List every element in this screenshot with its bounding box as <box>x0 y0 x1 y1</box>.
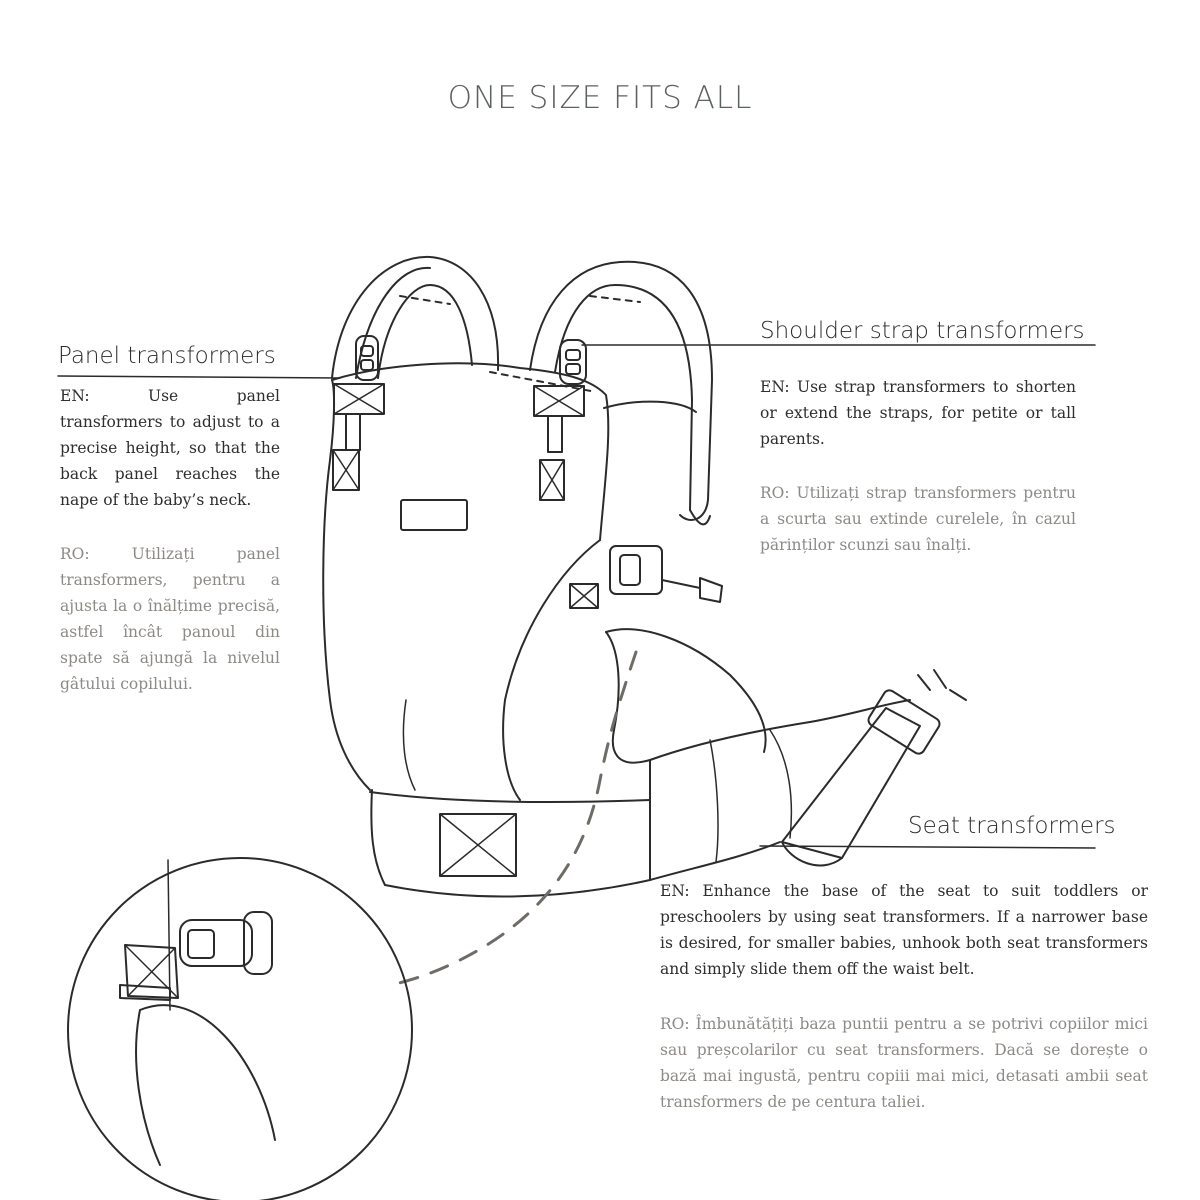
zoom-connector-line <box>392 652 636 985</box>
back-panel <box>323 363 608 800</box>
seat-transformers-ro-text: RO: Îmbunătățiți baza puntii pentru a se potrivi copiilor mici sau preșcolarilor cu seat transformers. Dacă se dorește o bază mai ingustă, pentru copiii mai mici, detasati ambii seat transformers de pe centura taliei. <box>660 1015 1148 1111</box>
panel-transformer-buckles <box>333 336 586 500</box>
panel-transformers-ro-text: RO: Utilizați panel transformers, pentru a ajusta la o înălțime precisă, astfel încât panoul din spate să ajungă la nivelul gâtului copilului. <box>60 545 280 693</box>
waist-belt <box>370 722 810 896</box>
right-shoulder-strap <box>530 262 712 525</box>
shoulder-strap-transformers-title: Shoulder strap transformers <box>760 318 1085 344</box>
seat-fold <box>606 629 910 762</box>
label-patch <box>401 500 467 530</box>
zoom-detail-circle <box>68 858 412 1200</box>
panel-transformers-title: Panel transformers <box>58 343 276 369</box>
chest-buckle <box>570 546 722 608</box>
panel-transformers-en-text: EN: Use panel transformers to adjust to a precise height, so that the back panel reaches the nape of the baby’s neck. <box>60 387 280 509</box>
seat-transformers-en-text: EN: Enhance the base of the seat to suit toddlers or preschoolers by using seat transformers. If a narrower base is desired, for smaller babies, unhook both seat transformers and simply slide them off the waist belt. <box>660 882 1148 978</box>
page-title: ONE SIZE FITS ALL <box>447 80 753 116</box>
shoulder-strap-transformers-en-text: EN: Use strap transformers to shorten or extend the straps, for petite or tall parents. <box>760 378 1076 448</box>
seat-transformers-title: Seat transformers <box>908 813 1116 839</box>
shoulder-strap-transformers-ro-text: RO: Utilizați strap transformers pentru a scurta sau extinde curelele, în cazul părinților scunzi sau înalți. <box>760 484 1076 554</box>
